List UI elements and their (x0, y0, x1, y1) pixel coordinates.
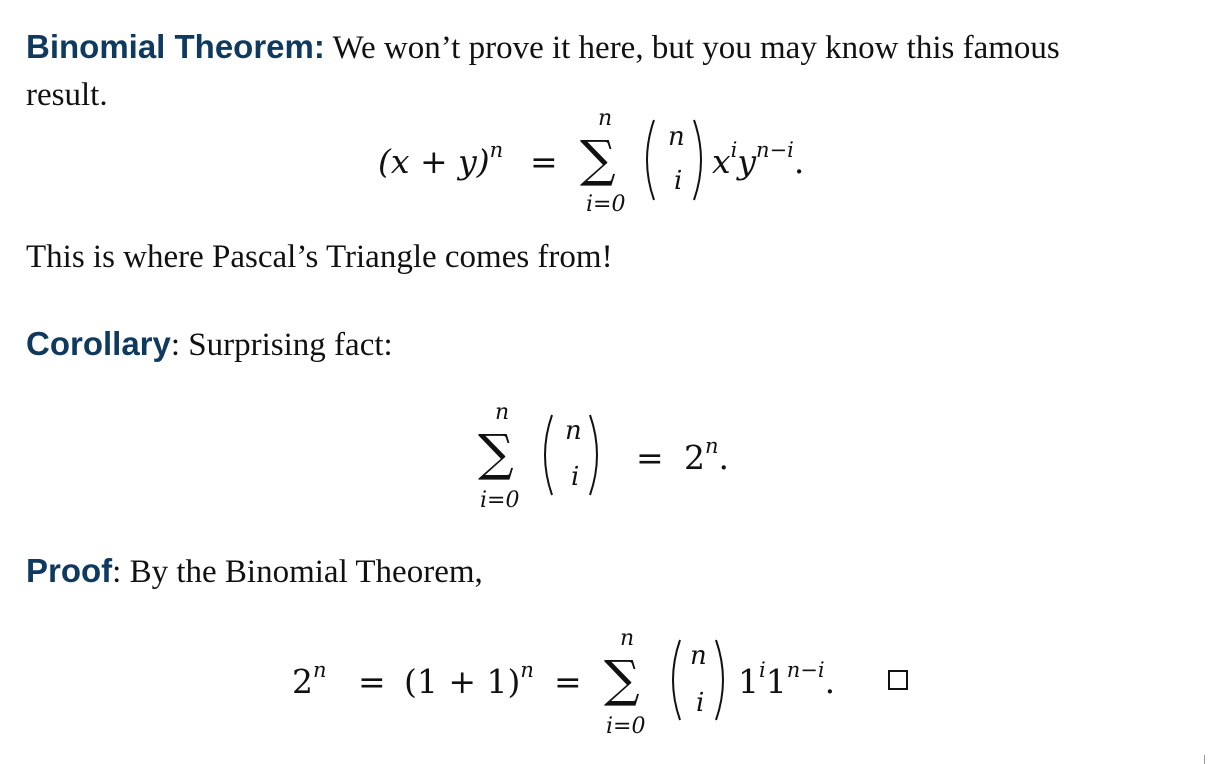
f3-sum-lower: i=0 (606, 714, 646, 739)
f1-term: $x^iy^{n-i}$. (712, 138, 805, 181)
f2-sum-lower: i=0 (480, 488, 520, 513)
f1-equals: = (530, 142, 558, 181)
f2-sum-upper: n (495, 400, 510, 425)
proof-paragraph (26, 547, 483, 596)
left-paren-icon (664, 638, 684, 722)
qed-square-icon (888, 670, 908, 690)
proof-text: : By the Binomial Theorem, (112, 554, 483, 590)
theorem-heading: Binomial Theorem: (26, 28, 325, 65)
f3-mid: $(1 + 1)^n$ (404, 658, 534, 701)
right-paren-icon (690, 118, 710, 202)
corollary-paragraph (26, 320, 393, 369)
theorem-text-cont: result. (26, 77, 108, 113)
theorem-text: We won’t prove it here, but you may know this famous (324, 30, 1060, 66)
proof-heading: Proof (26, 552, 113, 589)
f3-binom-bottom: i (696, 688, 705, 718)
f3-binom-top: n (690, 641, 707, 671)
f1-sum-upper: n (598, 106, 613, 131)
f1-sum-lower: i=0 (586, 192, 626, 217)
corollary-heading: Corollary (26, 325, 171, 362)
f3-lhs: 2$^n$ (292, 658, 327, 701)
f2-equals: = (636, 438, 664, 477)
left-paren-icon (638, 118, 658, 202)
theorem-paragraph (26, 23, 1060, 119)
sigma-symbol: ∑ (604, 650, 640, 708)
f2-binom-bottom: i (571, 462, 580, 492)
f2-binom-top: n (565, 416, 582, 446)
f1-binom-bottom: i (674, 166, 683, 196)
pascal-note: This is where Pascal’s Triangle comes from! (26, 239, 613, 275)
sigma-symbol: ∑ (580, 130, 616, 188)
f3-equals-1: = (358, 662, 386, 701)
right-paren-icon (586, 413, 606, 497)
f1-binom-top: n (668, 122, 685, 152)
scrollbar-mark (1204, 755, 1205, 764)
f2-rhs: 2$^n$. (684, 434, 730, 477)
left-paren-icon (536, 413, 556, 497)
right-paren-icon (712, 638, 732, 722)
f3-equals-2: = (554, 662, 582, 701)
corollary-text: : Surprising fact: (170, 327, 393, 363)
f1-lhs: $(x + y)^n$ (378, 138, 504, 181)
sigma-symbol: ∑ (478, 424, 514, 482)
f3-term: $1^i1^{n-i}$. (738, 658, 836, 701)
f3-sum-upper: n (620, 626, 635, 651)
